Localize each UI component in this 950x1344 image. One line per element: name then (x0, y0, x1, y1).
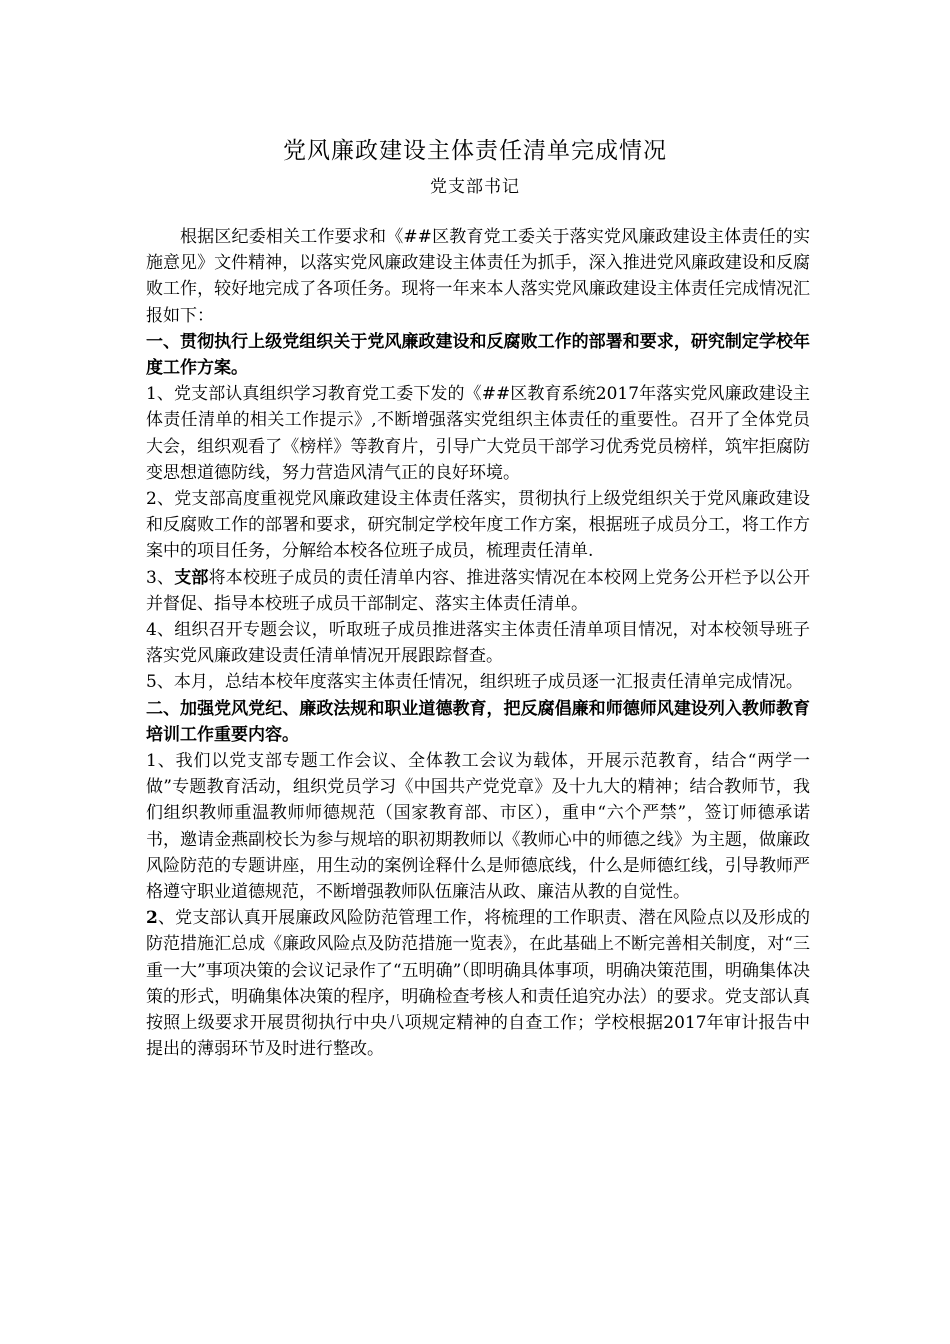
document-author: 党支部书记 (430, 177, 520, 197)
section-1-item-3-bold: 支部 (174, 567, 209, 588)
section-2-item-1: 1、我们以党支部专题工作会议、全体教工会议为载体，开展示范教育，结合“两学一做”专题教育活动，组织党员学习《中国共产党党章》及十九大的精神；结合教师节，我们组织教师重温教师师德规范（国家教育部、市区），重申“六个严禁”，签订师德承诺书，邀请金燕副校长为参与规培的职初期教师以《教师心中的师德之线》为主题，做廉政风险防范的专题讲座，用生动的案例诠释什么是师德底线，什么是师德红线，引导教师严格遵守职业道德规范，不断增强教师队伍廉洁从政、廉洁从教的自觉性。 (146, 751, 810, 903)
section-1-item-3-prefix: 3、 (146, 567, 175, 588)
section-2-heading: 二、加强党风党纪、廉政法规和职业道德教育，把反腐倡廉和师德师风建设列入教师教育培训工作重要内容。 (146, 698, 810, 745)
document-body (146, 224, 810, 1063)
section-1-item-1: 1、党支部认真组织学习教育党工委下发的《##区教育系统2017年落实党风廉政建设主体责任清单的相关工作提示》,不断增强落实党组织主体责任的重要性。召开了全体党员大会，组织观看了《榜样》等教育片，引导广大党员干部学习优秀党员榜样，筑牢拒腐防变思想道德防线，努力营造风清气正的良好环境。 (146, 384, 810, 483)
section-1-heading: 一、贯彻执行上级党组织关于党风廉政建设和反腐败工作的部署和要求，研究制定学校年度工作方案。 (146, 331, 810, 379)
section-1-item-5: 5、本月，总结本校年度落实主体责任情况，组织班子成员逐一汇报责任清单完成情况。 (146, 672, 803, 693)
section-1-item-2: 2、党支部高度重视党风廉政建设主体责任落实，贯彻执行上级党组织关于党风廉政建设和反腐败工作的部署和要求，研究制定学校年度工作方案，根据班子成员分工，将工作方案中的项目任务，分解给本校各位班子成员，梳理责任清单. (146, 489, 810, 562)
document-title: 党风廉政建设主体责任清单完成情况 (283, 138, 667, 164)
intro-paragraph: 根据区纪委相关工作要求和《##区教育党工委关于落实党风廉政建设主体责任的实施意见》文件精神，以落实党风廉政建设主体责任为抓手，深入推进党风廉政建设和反腐败工作，较好地完成了各项任务。现将一年来本人落实党风廉政建设主体责任完成情况汇报如下： (146, 227, 810, 326)
section-2-item-2-text: 、党支部认真开展廉政风险防范管理工作，将梳理的工作职责、潜在风险点以及形成的防范措施汇总成《廉政风险点及防范措施一览表》，在此基础上不断完善相关制度，对“三重一大”事项决策的会议记录作了“五明确”（即明确具体事项，明确决策范围，明确集体决策的形式，明确集体决策的程序，明确检查考核人和责任追究办法）的要求。党支部认真按照上级要求开展贯彻执行中央八项规定精神的自查工作；学校根据2017年审计报告中提出的薄弱环节及时进行整改。 (146, 908, 810, 1060)
section-2-item-2 (146, 905, 810, 1062)
section-1-item-4: 4、组织召开专题会议，听取班子成员推进落实主体责任清单项目情况，对本校领导班子落实党风廉政建设责任清单情况开展跟踪督查。 (146, 620, 810, 667)
section-1-item-3-text: 将本校班子成员的责任清单内容、推进落实情况在本校网上党务公开栏予以公开并督促、指导本校班子成员干部制定、落实主体责任清单。 (146, 567, 811, 614)
section-2-item-2-prefix: 2 (146, 908, 158, 929)
section-1-item-3 (146, 565, 810, 617)
